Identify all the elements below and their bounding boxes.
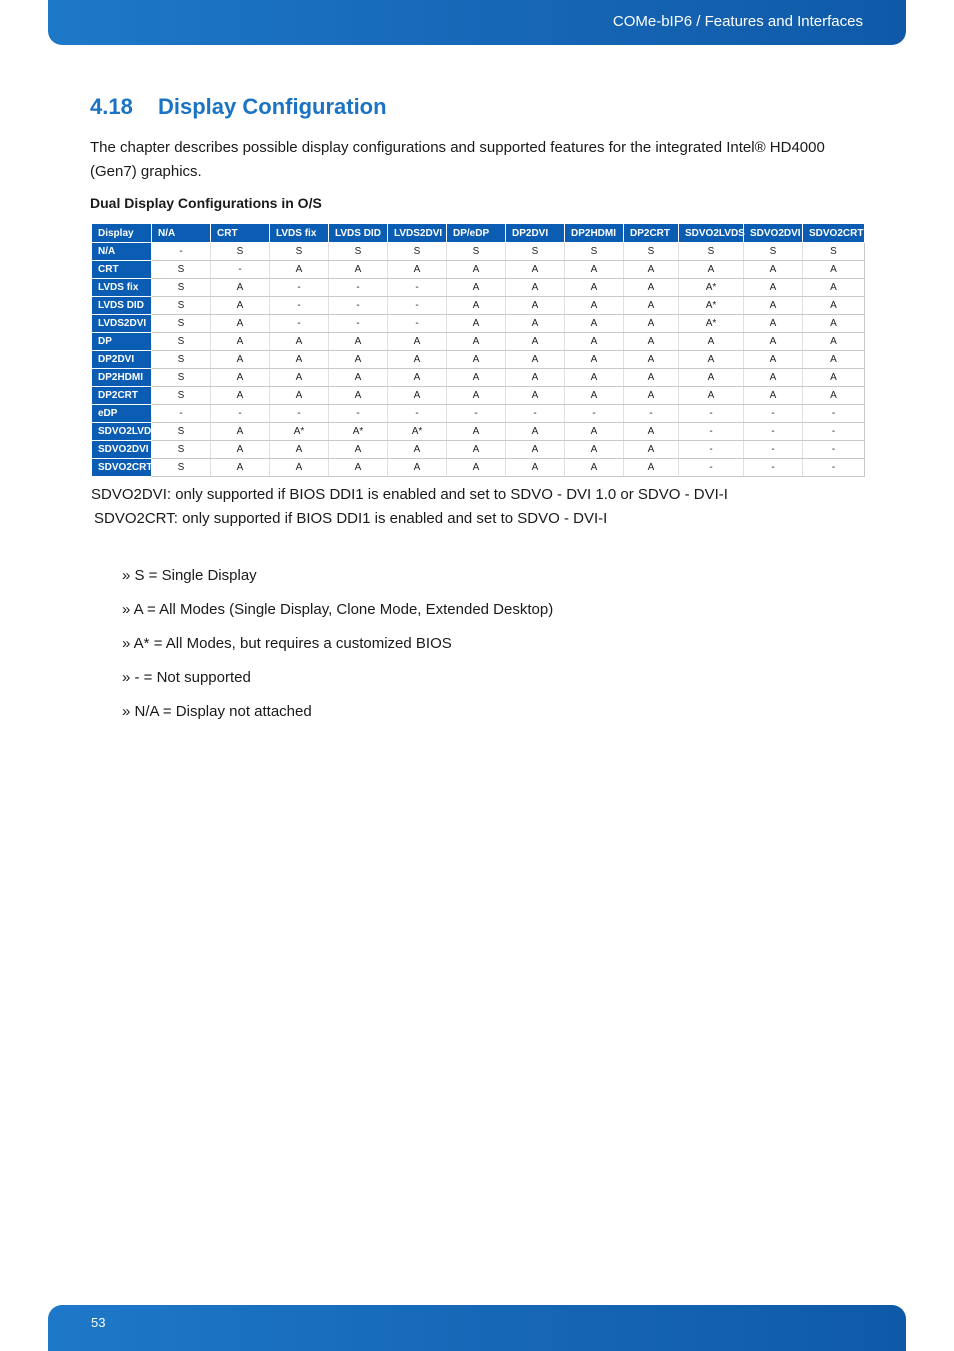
table-cell: A (744, 369, 803, 387)
table-cell: - (744, 423, 803, 441)
table-cell: A (565, 369, 624, 387)
table-cell: A (803, 369, 865, 387)
table-cell: A (506, 423, 565, 441)
table-row (92, 423, 865, 441)
table-cell: S (152, 351, 211, 369)
table-cell: S (152, 423, 211, 441)
table-cell: - (152, 405, 211, 423)
table-cell: S (803, 243, 865, 261)
table-cell: A (679, 369, 744, 387)
row-header: LVDS DID (92, 297, 152, 315)
table-cell: A (211, 315, 270, 333)
table-cell: A (506, 261, 565, 279)
table-cell: S (388, 243, 447, 261)
table-cell: - (329, 405, 388, 423)
table-cell: A* (679, 297, 744, 315)
column-header: DP2CRT (624, 224, 679, 243)
table-cell: A (744, 279, 803, 297)
table-cell: A (211, 297, 270, 315)
table-cell: A (329, 441, 388, 459)
header-bar (48, 0, 906, 45)
legend-item: » - = Not supported (122, 669, 251, 686)
table-cell: A (388, 459, 447, 477)
table-cell: A (447, 441, 506, 459)
table-cell: A* (270, 423, 329, 441)
table-cell: A (624, 315, 679, 333)
table-cell: A (624, 297, 679, 315)
table-cell: - (506, 405, 565, 423)
table-cell: A (624, 459, 679, 477)
table-cell: S (565, 243, 624, 261)
table-cell: - (803, 423, 865, 441)
table-cell: A (329, 351, 388, 369)
table-cell: A (624, 351, 679, 369)
table-cell: A (388, 261, 447, 279)
table-cell: - (388, 297, 447, 315)
row-header: SDVO2LVDS (92, 423, 152, 441)
table-row (92, 315, 865, 333)
table-cell: A (565, 423, 624, 441)
table-cell: A (447, 261, 506, 279)
table-cell: S (152, 441, 211, 459)
table-cell: A (447, 315, 506, 333)
table-row (92, 279, 865, 297)
table-cell: A* (329, 423, 388, 441)
table-cell: A (211, 387, 270, 405)
table-cell: A (211, 351, 270, 369)
table-row (92, 387, 865, 405)
table-cell: S (152, 459, 211, 477)
table-cell: A (624, 423, 679, 441)
table-cell: A (624, 387, 679, 405)
table-cell: - (679, 459, 744, 477)
column-header: DP2DVI (506, 224, 565, 243)
table-cell: A (803, 315, 865, 333)
table-cell: A (565, 351, 624, 369)
column-header: DP/eDP (447, 224, 506, 243)
footer-bar (48, 1305, 906, 1351)
section-heading (90, 94, 387, 120)
table-cell: A (506, 351, 565, 369)
column-header: SDVO2CRT (803, 224, 865, 243)
table-cell: A (744, 351, 803, 369)
legend-list (122, 566, 553, 736)
table-row (92, 297, 865, 315)
table-title: Dual Display Configurations in O/S (90, 195, 322, 211)
table-body (92, 243, 865, 477)
table-cell: A (447, 351, 506, 369)
table-cell: A (388, 369, 447, 387)
table-cell: - (679, 405, 744, 423)
column-header: CRT (211, 224, 270, 243)
table-cell: A (211, 423, 270, 441)
column-header: LVDS fix (270, 224, 329, 243)
table-cell: A (803, 261, 865, 279)
table-cell: A (679, 351, 744, 369)
table-cell: - (270, 297, 329, 315)
table-row (92, 351, 865, 369)
table-cell: A (565, 315, 624, 333)
table-cell: A (388, 333, 447, 351)
table-cell: - (270, 279, 329, 297)
row-header: SDVO2DVI (92, 441, 152, 459)
table-cell: A (744, 387, 803, 405)
table-cell: - (388, 279, 447, 297)
table-cell: A (270, 387, 329, 405)
table-cell: S (152, 315, 211, 333)
table-cell: A (270, 261, 329, 279)
row-header: LVDS fix (92, 279, 152, 297)
legend-item: » S = Single Display (122, 567, 257, 584)
row-header: eDP (92, 405, 152, 423)
table-cell: - (329, 315, 388, 333)
table-cell: A (506, 333, 565, 351)
table-cell: - (152, 243, 211, 261)
table-cell: A* (679, 279, 744, 297)
table-header-row (92, 224, 865, 243)
table-cell: S (152, 333, 211, 351)
table-cell: A (803, 279, 865, 297)
display-config-table (91, 223, 865, 477)
table-cell: A (270, 351, 329, 369)
table-cell: A (270, 369, 329, 387)
table-cell: - (803, 405, 865, 423)
table-cell: - (744, 405, 803, 423)
table-cell: A (447, 369, 506, 387)
table-cell: S (211, 243, 270, 261)
row-header: DP2CRT (92, 387, 152, 405)
table-cell: - (211, 261, 270, 279)
table-cell: A (624, 261, 679, 279)
legend-item: » A* = All Modes, but requires a customized BIOS (122, 635, 452, 652)
table-cell: A (447, 279, 506, 297)
table-row (92, 369, 865, 387)
table-cell: - (744, 441, 803, 459)
legend-item: » A = All Modes (Single Display, Clone Mode, Extended Desktop) (122, 601, 554, 618)
table-cell: A (447, 297, 506, 315)
table-cell: - (270, 315, 329, 333)
table-cell: A (211, 441, 270, 459)
row-header: DP2DVI (92, 351, 152, 369)
table-cell: A (447, 333, 506, 351)
table-cell: A (679, 333, 744, 351)
table-cell: A (329, 261, 388, 279)
table-cell: A (565, 387, 624, 405)
table-cell: S (152, 387, 211, 405)
table-cell: A (803, 297, 865, 315)
table-cell: S (744, 243, 803, 261)
table-cell: A (744, 297, 803, 315)
table-cell: A (624, 369, 679, 387)
table-cell: A (329, 333, 388, 351)
column-header: LVDS DID (329, 224, 388, 243)
table-cell: S (152, 297, 211, 315)
legend-item: » N/A = Display not attached (122, 703, 312, 720)
table-cell: A (565, 333, 624, 351)
table-cell: A (329, 459, 388, 477)
table-cell: S (506, 243, 565, 261)
table-cell: - (329, 279, 388, 297)
table-cell: A (506, 387, 565, 405)
table-row (92, 459, 865, 477)
table-cell: - (624, 405, 679, 423)
table-cell: - (388, 315, 447, 333)
column-header: Display (92, 224, 152, 243)
section-title: Display Configuration (158, 94, 387, 119)
table-cell: - (679, 423, 744, 441)
table-cell: A (329, 387, 388, 405)
table-cell: - (803, 459, 865, 477)
table-cell: A (447, 423, 506, 441)
table-cell: - (803, 441, 865, 459)
table-cell: S (152, 279, 211, 297)
table-cell: A (624, 279, 679, 297)
row-header: SDVO2CRT (92, 459, 152, 477)
table-cell: A (388, 387, 447, 405)
table-cell: A (624, 441, 679, 459)
table-cell: S (329, 243, 388, 261)
column-header: N/A (152, 224, 211, 243)
table-row (92, 405, 865, 423)
table-row (92, 243, 865, 261)
table-row (92, 261, 865, 279)
table-cell: S (152, 261, 211, 279)
table-cell: S (270, 243, 329, 261)
table-cell: A (506, 279, 565, 297)
table-cell: A (744, 333, 803, 351)
table-cell: A (388, 441, 447, 459)
table-cell: A (679, 387, 744, 405)
row-header: CRT (92, 261, 152, 279)
header-title: COMe-bIP6 / Features and Interfaces (612, 13, 863, 30)
note-sdvo2dvi: SDVO2DVI: only supported if BIOS DDI1 is enabled and set to SDVO - DVI 1.0 or SDVO - DVI-I (91, 486, 728, 503)
table-cell: A (447, 459, 506, 477)
table-cell: A (565, 297, 624, 315)
table-cell: A (803, 351, 865, 369)
column-header: DP2HDMI (565, 224, 624, 243)
table-cell: S (152, 369, 211, 387)
table-cell: - (388, 405, 447, 423)
table-cell: A* (679, 315, 744, 333)
column-header: SDVO2DVI (744, 224, 803, 243)
column-header: SDVO2LVDS (679, 224, 744, 243)
table-cell: A (803, 387, 865, 405)
table-cell: - (270, 405, 329, 423)
row-header: DP2HDMI (92, 369, 152, 387)
table-cell: A (565, 279, 624, 297)
table-cell: A (211, 279, 270, 297)
table-cell: A (506, 315, 565, 333)
section-number: 4.18 (90, 94, 133, 119)
table-cell: - (329, 297, 388, 315)
table-cell: A (803, 333, 865, 351)
table-row (92, 441, 865, 459)
row-header: DP (92, 333, 152, 351)
table-row (92, 333, 865, 351)
table-cell: A (565, 459, 624, 477)
table-cell: S (679, 243, 744, 261)
table-cell: S (447, 243, 506, 261)
table-cell: A (270, 333, 329, 351)
table-cell: A (565, 261, 624, 279)
table-cell: A (744, 315, 803, 333)
table-cell: A (329, 369, 388, 387)
table-cell: A (744, 261, 803, 279)
row-header: LVDS2DVI (92, 315, 152, 333)
table-cell: - (744, 459, 803, 477)
row-header: N/A (92, 243, 152, 261)
table-cell: A (565, 441, 624, 459)
table-cell: - (447, 405, 506, 423)
table-cell: A (211, 369, 270, 387)
table-cell: A (447, 387, 506, 405)
table-cell: A (506, 459, 565, 477)
column-header: LVDS2DVI (388, 224, 447, 243)
table-cell: A (270, 459, 329, 477)
table-cell: A (506, 441, 565, 459)
intro-paragraph: The chapter describes possible display configurations and supported features for the integrated Intel® HD4000 (Gen7) graphics. (90, 139, 825, 180)
table-cell: - (211, 405, 270, 423)
table-cell: S (624, 243, 679, 261)
table-cell: A (388, 351, 447, 369)
table-cell: A (211, 333, 270, 351)
table-cell: A* (388, 423, 447, 441)
table-cell: - (679, 441, 744, 459)
table-cell: A (270, 441, 329, 459)
table-cell: A (211, 459, 270, 477)
table-cell: A (506, 369, 565, 387)
note-sdvo2crt: SDVO2CRT: only supported if BIOS DDI1 is enabled and set to SDVO - DVI-I (94, 510, 608, 527)
page-number: 53 (91, 1315, 106, 1330)
table-cell: A (506, 297, 565, 315)
table-cell: A (679, 261, 744, 279)
table-cell: A (624, 333, 679, 351)
table-cell: - (565, 405, 624, 423)
